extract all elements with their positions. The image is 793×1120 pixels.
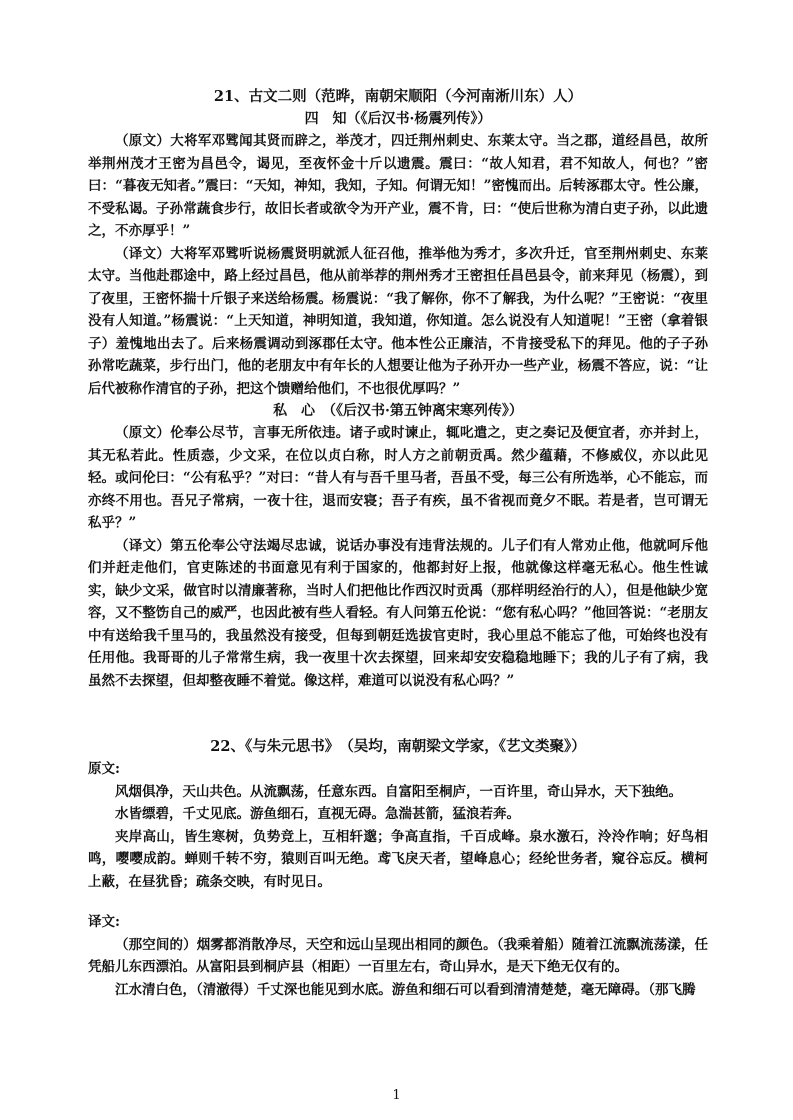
- article-title: 私 心 （《后汉书·第五钟离宋寒列传》）: [273, 403, 523, 419]
- original-text-paragraph: （原文）大将军邓骘闻其贤而辟之，举茂才，四迁荆州刺史、东莱太守。当之郡，道经昌邑，故所举荆州茂才王密为昌邑令，谒见，至夜怀金十斤以遗震。震曰：“故人知君，君不知故人，何也？”密曰：“暮夜无知者。”震曰：“天知，神知，我知，子知。何谓无知！”密愧而出。后转涿郡太守。性公廉，不受私谒。子孙常蔬食步行，故旧长者或欲令为开产业，震不肯，曰：“使后世称为清白吏子孙，以此遗之，不亦厚乎！”: [88, 133, 708, 239]
- section-title: 22、《与朱元思书》 （吴均，南朝梁文学家，《艺文类聚》）: [210, 738, 586, 755]
- original-text-paragraph: 水皆缥碧，千丈见底。游鱼细石，直视无碍。急湍甚箭，猛浪若奔。: [115, 806, 520, 822]
- translation-paragraph: （译文）大将军邓骘听说杨震贤明就派人征召他，推举他为秀才，多次升迁，官至荆州刺史、东莱太守。当他赴郡途中，路上经过昌邑，他从前举荐的荆州秀才王密担任昌邑县令，前来拜见（杨震），到了夜里，王密怀揣十斤银子来送给杨震。杨震说：“我了解你，你不了解我，为什么呢？”王密说：“夜里没有人知道。”杨震说：“上天知道，神明知道，我知道，你知道。怎么说没有人知道呢！”王密（拿着银子）羞愧地出去了。后来杨震调动到涿郡任太守。他本性公正廉洁，不肯接受私下的拜见。他的子子孙孙常吃蔬菜，步行出门，他的老朋友中有年长的人想要让他为子孙开办一些产业，杨震不答应，说：“让后代被称作清官的子孙，把这个馈赠给他们，不也很优厚吗？”: [88, 245, 708, 397]
- original-text-paragraph: 风烟俱净，天山共色。从流飘荡，任意东西。自富阳至桐庐，一百许里，奇山异水，天下独绝。: [115, 783, 682, 800]
- translation-label: 译文:: [88, 914, 120, 930]
- page-number: 1: [392, 1088, 401, 1103]
- original-label: 原文:: [88, 761, 120, 777]
- spacer: [88, 893, 708, 911]
- translation-paragraph: （译文）第五伦奉公守法竭尽忠诚，说话办事没有违背法规的。儿子们有人常劝止他，他就呵斥他们并赶走他们，官吏陈述的书面意见有利于国家的，他都封好上报，他就像这样毫无私心。他生性诚实，缺少文采，做官时以清廉著称，当时人们把他比作西汉时贡禹（那样明经治行的人），但是他缺少宽容，又不整饬自己的威严，也因此被有些人看轻。有人问第五伦说：“您有私心吗？”他回答说：“老朋友中有送给我千里马的，我虽然没有接受，但每到朝廷选拔官吏时，我心里总不能忘了他，可始终也没有任用他。我哥哥的儿子常常生病，我一夜里十次去探望，回来却安安稳稳地睡下；我的儿子有了病，我虽然不去探望，但却整夜睡不着觉。像这样，难道可以说没有私心吗？”: [88, 537, 708, 689]
- document-page: [88, 86, 708, 1001]
- translation-paragraph: （那空间的）烟雾都消散净尽，天空和远山呈现出相同的颜色。（我乘着船）随着江流飘流荡漾，任凭船儿东西漂泊。从富阳县到桐庐县（相距）一百里左右，奇山异水，是天下绝无仅有的。: [88, 936, 708, 975]
- original-text-paragraph: 夹岸高山，皆生寒树，负势竞上，互相轩邈；争高直指，千百成峰。泉水激石，泠泠作响；好鸟相鸣，嘤嘤成韵。蝉则千转不穷，猿则百叫无绝。鸢飞戾天者，望峰息心；经纶世务者，窥谷忘反。横柯上蔽，在昼犹昏；疏条交映，有时见日。: [88, 828, 708, 890]
- translation-paragraph: 江水清白色，（清澈得）千丈深也能见到水底。游鱼和细石可以看到清清楚楚，毫无障碍。（那飞腾: [115, 981, 696, 998]
- spacer: [88, 692, 708, 736]
- original-text-paragraph: （原文）伦奉公尽节，言事无所依违。诸子或时谏止，辄叱遣之，吏之奏记及便宜者，亦并封上，其无私若此。性质悫，少文采，在位以贞白称，时人方之前朝贡禹。然少蕴藉，不修威仪，亦以此见轻。或问伦曰：“公有私乎？”对曰：“昔人有与吾千里马者，吾虽不受，每三公有所选举，心不能忘，而亦终不用也。吾兄子常病，一夜十往，退而安寝；吾子有疾，虽不省视而竟夕不眠。若是者，岂可谓无私乎？”: [88, 425, 708, 531]
- article-title: 四 知（《后汉书·杨震列传》）: [304, 111, 492, 127]
- section-title: 21、古文二则（范晔，南朝宋顺阳（今河南淅川东）人）: [213, 88, 583, 105]
